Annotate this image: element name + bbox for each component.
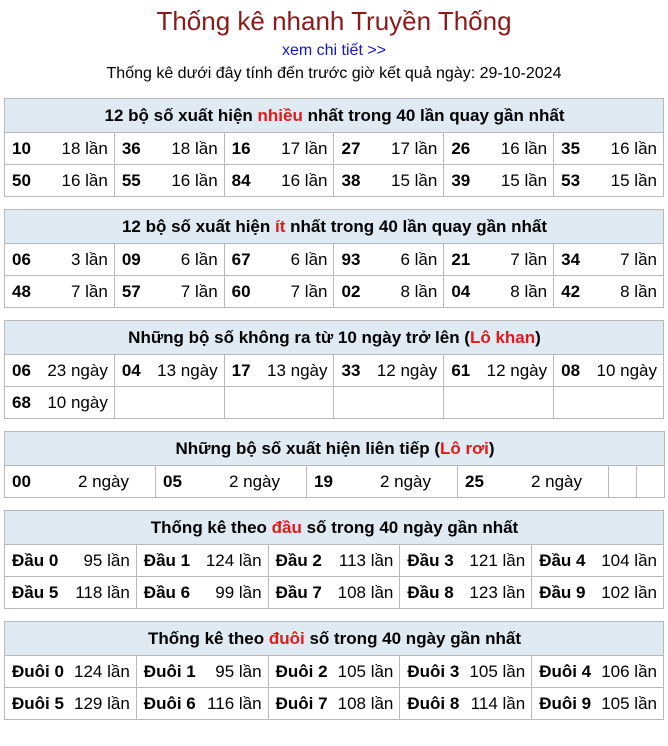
tail-digit-cell: Đuôi 1 95 lần: [136, 656, 268, 688]
tail-digit-cell: Đuôi 0 124 lần: [5, 656, 137, 688]
number-cell: 36 18 lần: [114, 133, 224, 165]
number-cell: 57 7 lần: [114, 276, 224, 308]
number-cell: 60 7 lần: [224, 276, 334, 308]
number-cell: 00 2 ngày: [5, 466, 156, 498]
table-row: [5, 244, 664, 276]
number-cell: 39 15 lần: [444, 165, 554, 197]
empty-cell: [224, 387, 334, 419]
most-frequent-title: 12 bộ số xuất hiện nhiều nhất trong 40 lần quay gần nhất: [5, 99, 664, 133]
head-digit-cell: Đầu 5 118 lần: [5, 577, 137, 609]
number-cell: 09 6 lần: [114, 244, 224, 276]
number-cell: 38 15 lần: [334, 165, 444, 197]
duoi-title: Thống kê theo đuôi số trong 40 ngày gần nhất: [5, 622, 664, 656]
number-cell: 06 23 ngày: [5, 355, 115, 387]
empty-cell: [609, 466, 637, 498]
tail-digit-cell: Đuôi 7 108 lần: [268, 688, 400, 720]
table-row: [5, 387, 664, 419]
page-title: Thống kê nhanh Truyền Thống: [156, 6, 512, 36]
number-cell: 35 16 lần: [554, 133, 664, 165]
table-row: [5, 165, 664, 197]
head-digit-cell: Đầu 9 102 lần: [532, 577, 664, 609]
empty-cell: [444, 387, 554, 419]
most-frequent-table: [4, 98, 664, 197]
head-digit-cell: Đầu 7 108 lần: [268, 577, 400, 609]
head-digit-cell: Đầu 1 124 lần: [136, 545, 268, 577]
number-cell: 61 12 ngày: [444, 355, 554, 387]
number-cell: 48 7 lần: [5, 276, 115, 308]
view-details-link[interactable]: xem chi tiết >>: [281, 42, 387, 59]
tail-digit-cell: Đuôi 3 105 lần: [400, 656, 532, 688]
lo-roi-table: [4, 431, 665, 498]
number-cell: 19 2 ngày: [307, 466, 458, 498]
empty-cell: [334, 387, 444, 419]
least-frequent-table: [4, 209, 664, 308]
head-digit-cell: Đầu 0 95 lần: [5, 545, 137, 577]
number-cell: 04 13 ngày: [114, 355, 224, 387]
lo-roi-title: Những bộ số xuất hiện liên tiếp (Lô rơi): [5, 432, 665, 466]
number-cell: 68 10 ngày: [5, 387, 115, 419]
number-cell: 50 16 lần: [5, 165, 115, 197]
head-digit-cell: Đầu 6 99 lần: [136, 577, 268, 609]
number-cell: 84 16 lần: [224, 165, 334, 197]
tail-digit-cell: Đuôi 5 129 lần: [5, 688, 137, 720]
duoi-table: [4, 621, 664, 720]
head-digit-cell: Đầu 4 104 lần: [532, 545, 664, 577]
table-row: [5, 656, 664, 688]
table-row: [5, 466, 665, 498]
number-cell: 05 2 ngày: [156, 466, 307, 498]
page-header: [0, 0, 668, 84]
number-cell: 42 8 lần: [554, 276, 664, 308]
number-cell: 02 8 lần: [334, 276, 444, 308]
number-cell: 06 3 lần: [5, 244, 115, 276]
least-frequent-title: 12 bộ số xuất hiện ít nhất trong 40 lần quay gần nhất: [5, 210, 664, 244]
empty-cell: [554, 387, 664, 419]
head-digit-cell: Đầu 2 113 lần: [268, 545, 400, 577]
tail-digit-cell: Đuôi 9 105 lần: [532, 688, 664, 720]
dau-title: Thống kê theo đầu số trong 40 ngày gần nhất: [5, 511, 664, 545]
number-cell: 04 8 lần: [444, 276, 554, 308]
table-row: [5, 577, 664, 609]
tail-digit-cell: Đuôi 8 114 lần: [400, 688, 532, 720]
number-cell: 08 10 ngày: [554, 355, 664, 387]
head-digit-cell: Đầu 3 121 lần: [400, 545, 532, 577]
number-cell: 27 17 lần: [334, 133, 444, 165]
head-digit-cell: Đầu 8 123 lần: [400, 577, 532, 609]
number-cell: 34 7 lần: [554, 244, 664, 276]
number-cell: 25 2 ngày: [458, 466, 609, 498]
table-row: [5, 133, 664, 165]
empty-cell: [114, 387, 224, 419]
table-row: [5, 545, 664, 577]
number-cell: 21 7 lần: [444, 244, 554, 276]
table-row: [5, 276, 664, 308]
number-cell: 33 12 ngày: [334, 355, 444, 387]
tail-digit-cell: Đuôi 4 106 lần: [532, 656, 664, 688]
tail-digit-cell: Đuôi 6 116 lần: [136, 688, 268, 720]
tail-digit-cell: Đuôi 2 105 lần: [268, 656, 400, 688]
empty-cell: [637, 466, 665, 498]
number-cell: 26 16 lần: [444, 133, 554, 165]
number-cell: 17 13 ngày: [224, 355, 334, 387]
lo-khan-table: [4, 320, 664, 419]
table-row: [5, 688, 664, 720]
dau-table: [4, 510, 664, 609]
lo-khan-title: Những bộ số không ra từ 10 ngày trở lên (Lô khan): [5, 321, 664, 355]
number-cell: 53 15 lần: [554, 165, 664, 197]
number-cell: 67 6 lần: [224, 244, 334, 276]
number-cell: 93 6 lần: [334, 244, 444, 276]
table-row: [5, 355, 664, 387]
number-cell: 16 17 lần: [224, 133, 334, 165]
number-cell: 55 16 lần: [114, 165, 224, 197]
number-cell: 10 18 lần: [5, 133, 115, 165]
page-subtitle: Thống kê dưới đây tính đến trước giờ kết quả ngày: 29-10-2024: [106, 65, 562, 82]
